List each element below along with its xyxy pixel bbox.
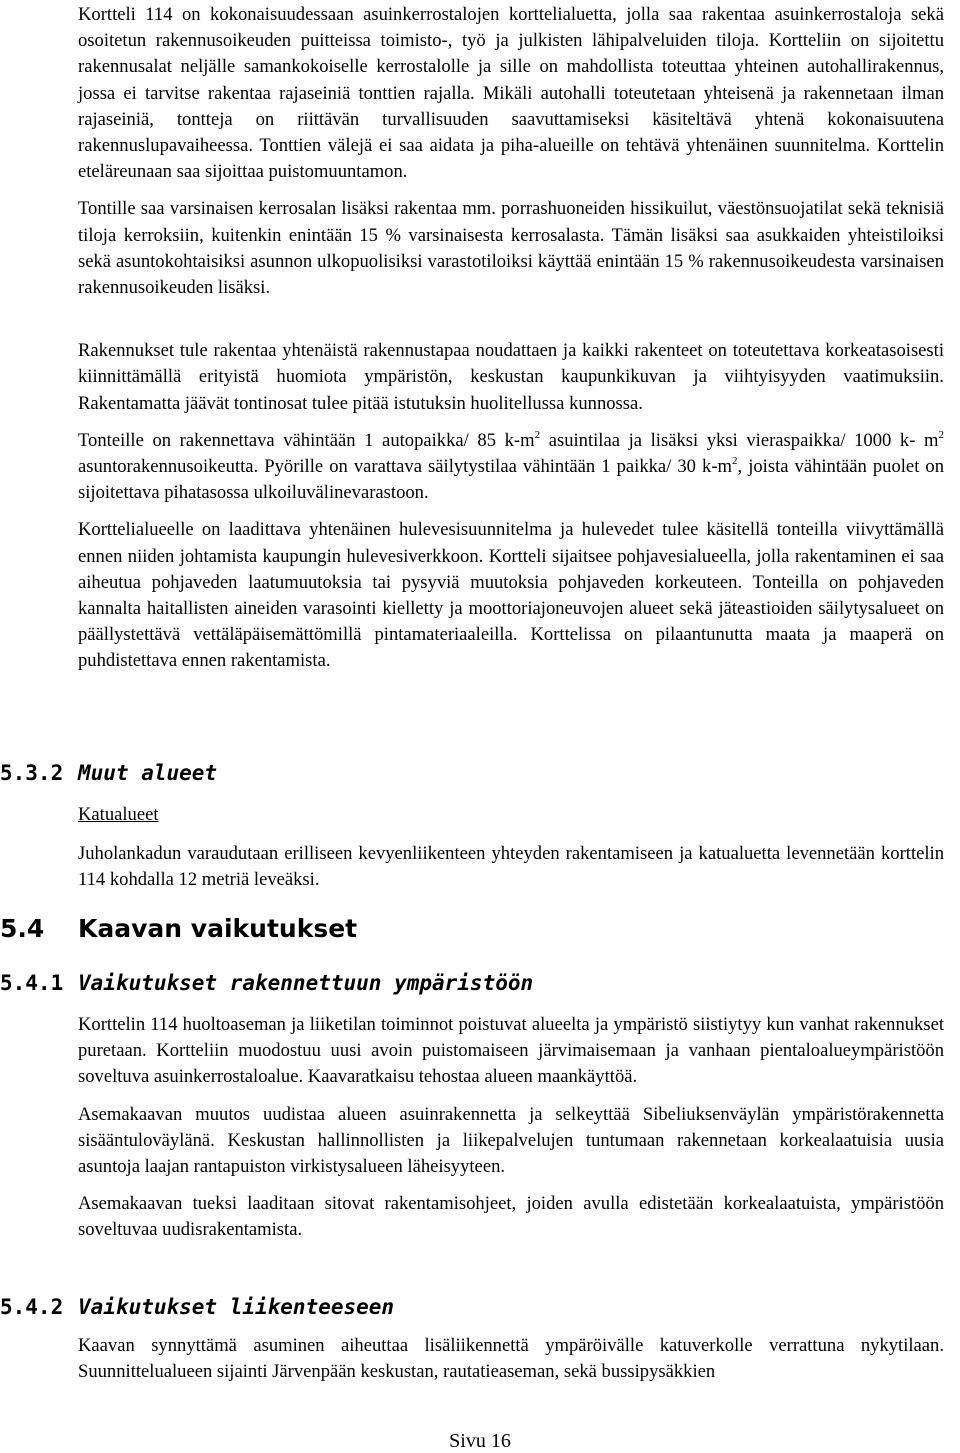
paragraph-block-use: Kortteli 114 on kokonaisuudessaan asuinkerrostalojen korttelialuetta, jolla saa rakentaa asuinkerrostaloja sekä osoitetun rakennusoikeuden puitteissa toimisto-, työ ja julkisten lähipalveluiden tiloja. Kortteliin on sijoitettu rakennusalat neljälle samankokoiselle kerrostalolle ja sille on mahdollista toteuttaa yhteinen autohallirakennus, jossa ei tarvitse rakentaa rajaseiniä tonttien rajalla. Mikäli autohalli toteutetaan yhteisenä ja rakennetaan ilman rajaseiniä, tontteja on riittävän turvallisuuden saavuttamiseksi käsiteltävä yhtenä kokonaisuutena rakennuslupavaiheessa. Tonttien välejä ei saa aidata ja piha-alueille on tehtävä yhtenäinen suunnitelma. Korttelin eteläreunaan saa sijoittaa puistomuuntamon.	[78, 4, 944, 183]
paragraph-floor-area: Tontille saa varsinaisen kerrosalan lisäksi rakentaa mm. porrashuoneiden hissikuilut, väestönsuojatilat sekä teknisiä tiloja kerroksiin, kuitenkin enintään 15 % varsinaisesta kerrosalasta. Tämän lisäksi saa asukkaiden yhteistiloiksi sekä asuntokohtaisiksi asunnon ulkopuolisiksi varastotiloiksi käyttää enintään 15 % rakennusoikeudesta varsinaisen rakennusoikeuden lisäksi.	[78, 198, 944, 299]
paragraph-parking: Tonteille on rakennettava vähintään 1 autopaikka/ 85 $k-m^2$ asuintilaa ja lisäksi yksi vieraspaikka/ 1000 k- $m^2$ asuntorakennusoikeutta. Pyörille on varattava säilytystilaa vähintään 1 paikka/ 30 $k-m^2$, joista vähintään puolet on sijoitettava pihatasossa ulkoiluvälinevarastoon.	[78, 428, 945, 504]
paragraph-traffic: Kaavan synnyttämä asuminen aiheuttaa lisäliikennettä ympäröivälle katuverkolle verrattuna nykytilaan. Suunnittelualueen sijainti Järvenpään keskustan, rautatieaseman, sekä bussipysäkkien	[78, 1335, 944, 1383]
section-heading-542	[0, 1294, 394, 1320]
section-heading-541	[0, 970, 533, 996]
paragraph-building-style: Rakennukset tule rakentaa yhtenäistä rakennustapaa noudattaen ja kaikki rakenteet on toteutettava korkeatasoisesti kiinnittämällä erityistä huomiota ympäristön, keskustan kaupunkikuvan ja viihtyisyyden vaatimuksiin. Rakentamatta jäävät tontinosat tulee pitää istutuksin huolitellussa kunnossa.	[78, 340, 944, 414]
section-title: Vaikutukset liikenteeseen	[78, 1295, 395, 1319]
section-541-body	[78, 1012, 944, 1244]
section-title: Muut alueet	[78, 761, 218, 785]
section-number: 5.4.2	[0, 1295, 64, 1319]
section-number: 5.3.2	[0, 761, 64, 785]
paragraph-impact-3: Asemakaavan tueksi laaditaan sitovat rakentamisohjeet, joiden avulla edistetään korkealaatuista, ympäristöön soveltuvaa uudisrakentamista.	[78, 1193, 944, 1241]
section-532-body	[78, 841, 944, 893]
top-text-block	[78, 0, 944, 675]
section-542-body	[78, 1333, 944, 1385]
section-heading-532	[0, 760, 217, 786]
paragraph-stormwater: Korttelialueelle on laadittava yhtenäinen hulevesisuunnitelma ja hulevedet tulee käsitellä tonteilla viivyttämällä ennen niiden johtamista kaupungin hulevesiverkkoon. Kortteli sijaitsee pohjavesialueella, jolla rakentaminen ei saa aiheutua pohjaveden laatumuutoksia tai pysyviä muutoksia pohjaveden korkeuteen. Tonteilla on pohjaveden kannalta haitallisten aineiden varasointi kielletty ja moottoriajoneuvojen alueet sekä jäteastioiden säilytysalueet on päällystettävä vettäläpäisemättömillä pintamateriaaleilla. Korttelissa on pilaantunutta maata ja maaperä on puhdistettava ennen rakentamista.	[78, 519, 944, 672]
section-number: 5.4.1	[0, 971, 64, 995]
section-number: 5.4	[0, 914, 45, 943]
subheading-katualueet: Katualueet	[78, 804, 159, 825]
paragraph-impact-1: Korttelin 114 huoltoaseman ja liiketilan toiminnot poistuvat alueelta ja ympäristö siistiytyy kun vanhat rakennukset puretaan. Kortteliin muodostuu uusi avoin puistomaiseen järvimaisemaan ja vanhaan pientaloalueympäristöön soveltuva asuinkerrostaloalue. Kaavaratkaisu tehostaa alueen maankäyttöä.	[78, 1014, 944, 1088]
page-number: Sivu 16	[449, 1430, 511, 1452]
section-title: Vaikutukset rakennettuun ympäristöön	[78, 971, 534, 995]
section-title: Kaavan vaikutukset	[78, 914, 358, 943]
paragraph-impact-2: Asemakaavan muutos uudistaa alueen asuinrakennetta ja selkeyttää Sibeliuksenväylän ympäristörakennetta sisääntuloväylänä. Keskustan hallinnollisten ja liikepalvelujen tuntumaan rakennetaan korkealaatuisia uusia asuntoja laajan rantapuiston virkistysalueen läheisyyteen.	[78, 1103, 944, 1178]
section-heading-54	[0, 914, 357, 944]
paragraph-street-areas: Juholankadun varaudutaan erilliseen kevyenliikenteen yhteyden rakentamiseen ja katualuetta levennetään korttelin 114 kohdalla 12 metriä leveäksi.	[78, 843, 944, 891]
